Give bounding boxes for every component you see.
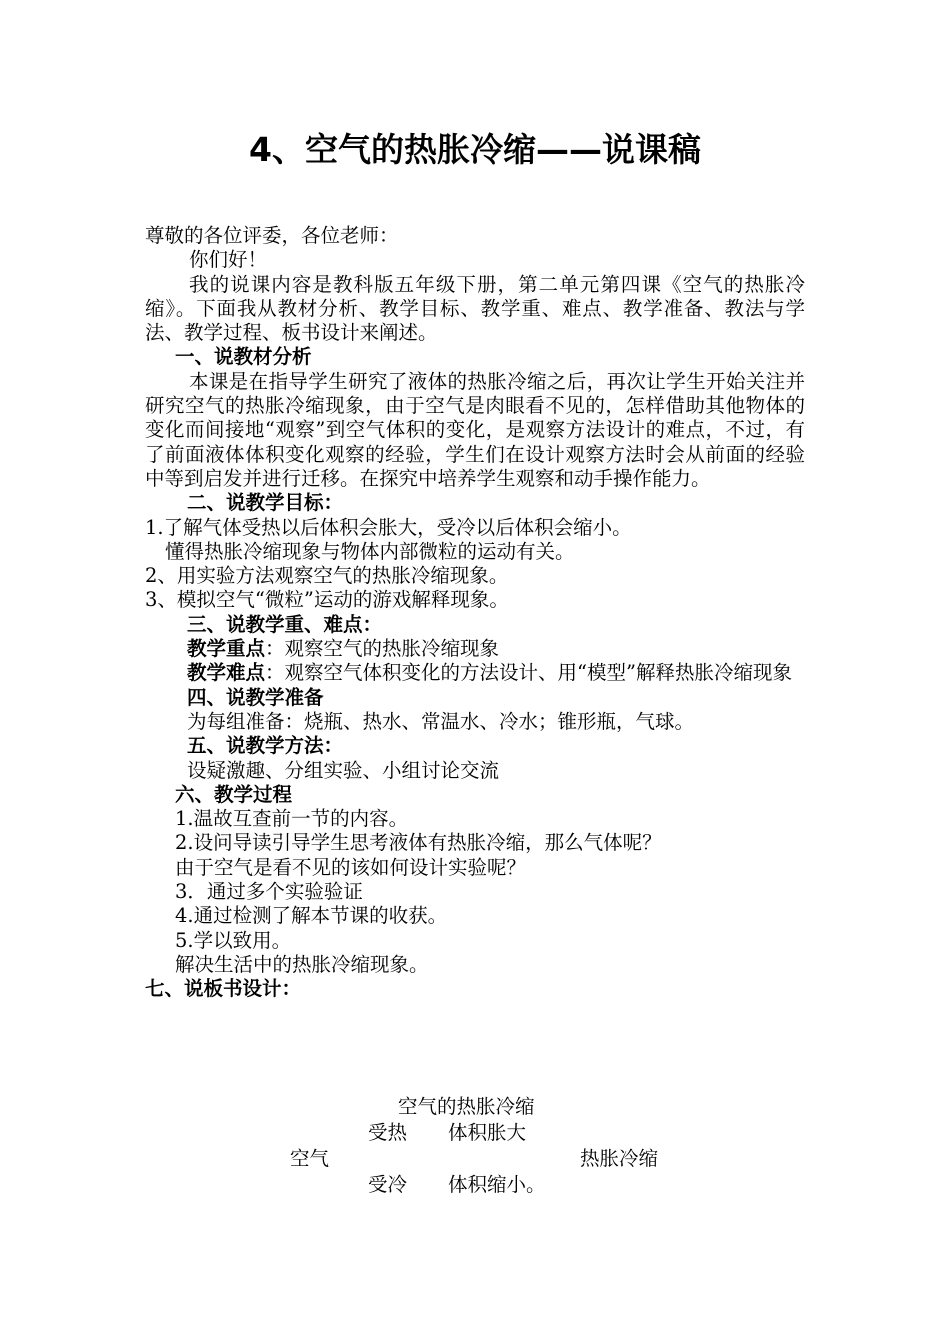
board-result: 热胀冷缩 [580, 1147, 659, 1170]
section1-heading: 一、说教材分析 [175, 345, 312, 369]
intro-paragraph: 我的说课内容是教科版五年级下册，第二单元第四课《空气的热胀冷缩》。下面我从教材分析、教学目标、教学重、难点、教学准备、教法与学法、教学过程、板书设计来阐述。 [145, 272, 805, 345]
goal-item-1: 1.了解气体受热以后体积会胀大，受冷以后体积会缩小。 [145, 515, 632, 539]
goal-item-3: 3、模拟空气“微粒”运动的游戏解释现象。 [145, 588, 509, 612]
process-step-1: 1.温故互查前一节的内容。 [175, 807, 409, 831]
board-heat: 受热 [368, 1121, 408, 1144]
board-cold: 受冷 [368, 1173, 408, 1196]
difficulty-line [145, 661, 805, 685]
section7-heading: 七、说板书设计： [145, 977, 302, 1001]
document-body [145, 224, 805, 1002]
process-step-2b: 由于空气是看不见的该如何设计实验呢？ [175, 855, 527, 879]
difficulty-label: 教学难点 [187, 661, 266, 685]
section6-heading: 六、教学过程 [175, 782, 293, 806]
goal-item-2: 2、用实验方法观察空气的热胀冷缩现象。 [145, 564, 509, 588]
document-title: 4、空气的热胀冷缩——说课稿 [249, 130, 701, 169]
process-step-3: 3．通过多个实验验证 [175, 880, 363, 904]
board-expand: 体积胀大 [448, 1121, 527, 1144]
difficulty-text: ：观察空气体积变化的方法设计、用“模型”解释热胀冷缩现象 [265, 661, 792, 685]
greeting: 尊敬的各位评委，各位老师： [145, 224, 399, 247]
section4-heading: 四、说教学准备 [187, 685, 324, 709]
section1-paragraph: 本课是在指导学生研究了液体的热胀冷缩之后，再次让学生开始关注并研究空气的热胀冷缩现象，由于空气是肉眼看不见的，怎样借助其他物体的变化而间接地“观察”到空气体积的变化，是观察方法设计的难点，不过，有了前面液体体积变化观察的经验，学生们在设计观察方法时会从前面的经验中等到启发并进行迁移。在探究中培养学生观察和动手操作能力。 [145, 369, 805, 490]
key-point-label: 教学重点 [187, 637, 266, 661]
process-step-5: 5.学以致用。 [175, 928, 292, 952]
section3-heading: 三、说教学重、难点： [187, 612, 383, 636]
process-step-4: 4.通过检测了解本节课的收获。 [175, 904, 448, 928]
board-shrink: 体积缩小。 [448, 1173, 546, 1196]
goal-item-1b: 懂得热胀冷缩现象与物体内部微粒的运动有关。 [165, 539, 575, 563]
section2-heading: 二、说教学目标： [187, 491, 344, 515]
key-point-line [145, 637, 805, 661]
board-air: 空气 [290, 1147, 330, 1170]
board-title: 空气的热胀冷缩 [398, 1095, 535, 1118]
section5-text: 设疑激趣、分组实验、小组讨论交流 [187, 758, 500, 782]
key-point-text: ：观察空气的热胀冷缩现象 [265, 637, 500, 661]
process-step-5b: 解决生活中的热胀冷缩现象。 [175, 952, 429, 976]
section4-text: 为每组准备：烧瓶、热水、常温水、冷水；锥形瓶，气球。 [187, 709, 695, 733]
section5-heading: 五、说教学方法： [187, 734, 344, 758]
hello-line: 你们好！ [189, 248, 268, 272]
process-step-2: 2.设问导读引导学生思考液体有热胀冷缩，那么气体呢？ [175, 831, 662, 855]
